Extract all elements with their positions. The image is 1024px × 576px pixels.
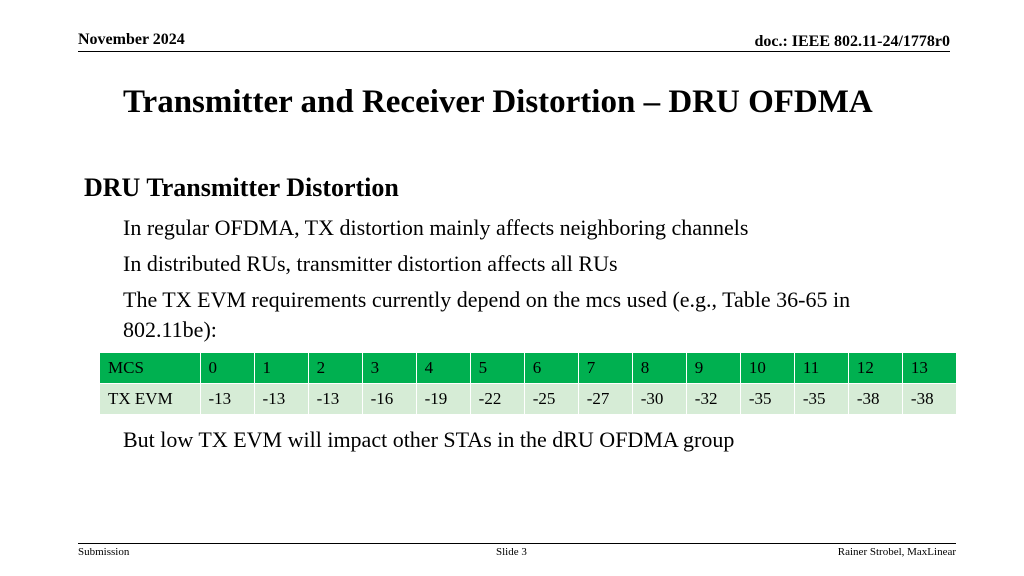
table-cell: -30 [632,384,686,415]
header-divider [78,51,950,52]
table-cell: 12 [848,353,902,384]
table-cell: 4 [416,353,470,384]
table-cell: 9 [686,353,740,384]
header-doc-id: doc.: IEEE 802.11-24/1778r0 [754,33,950,50]
bullet-item: But low TX EVM will impact other STAs in the dRU OFDMA group [123,427,735,452]
table-cell: 7 [578,353,632,384]
table-cell: -22 [470,384,524,415]
table-cell: 3 [362,353,416,384]
table-cell: 13 [902,353,956,384]
table-cell: -16 [362,384,416,415]
table-cell: 10 [740,353,794,384]
table-cell: -19 [416,384,470,415]
table-cell: -32 [686,384,740,415]
table-cell: 0 [200,353,254,384]
table-cell: -13 [308,384,362,415]
bullet-item: The TX EVM requirements currently depend on the mcs used (e.g., Table 36-65 in 802.11be): [123,287,851,342]
table-cell: -35 [740,384,794,415]
section-heading: DRU Transmitter Distortion [84,173,399,202]
table-cell: 1 [254,353,308,384]
table-cell: MCS [100,353,200,384]
bullet-item: In regular OFDMA, TX distortion mainly affects neighboring channels [123,215,749,240]
evm-table [100,353,957,415]
footer-slide-number: Slide 3 [496,546,527,558]
slide-title: Transmitter and Receiver Distortion – DRU OFDMA [123,84,873,120]
footer-author: Rainer Strobel, MaxLinear [837,546,956,558]
table-cell: -13 [254,384,308,415]
table-cell: 2 [308,353,362,384]
table-row [100,384,957,415]
table-cell: -27 [578,384,632,415]
table-cell: -35 [794,384,848,415]
table-cell: 8 [632,353,686,384]
table-cell: -38 [902,384,956,415]
table-cell: 6 [524,353,578,384]
table-cell: TX EVM [100,384,200,415]
footer-divider [78,543,956,544]
table-cell: -13 [200,384,254,415]
table-cell: 11 [794,353,848,384]
table-cell: -38 [848,384,902,415]
footer-submission: Submission [78,546,130,558]
table-cell: 5 [470,353,524,384]
bullet-item: In distributed RUs, transmitter distortion affects all RUs [123,251,618,276]
table-cell: -25 [524,384,578,415]
header-date: November 2024 [78,31,185,48]
table-header-row [100,353,957,384]
